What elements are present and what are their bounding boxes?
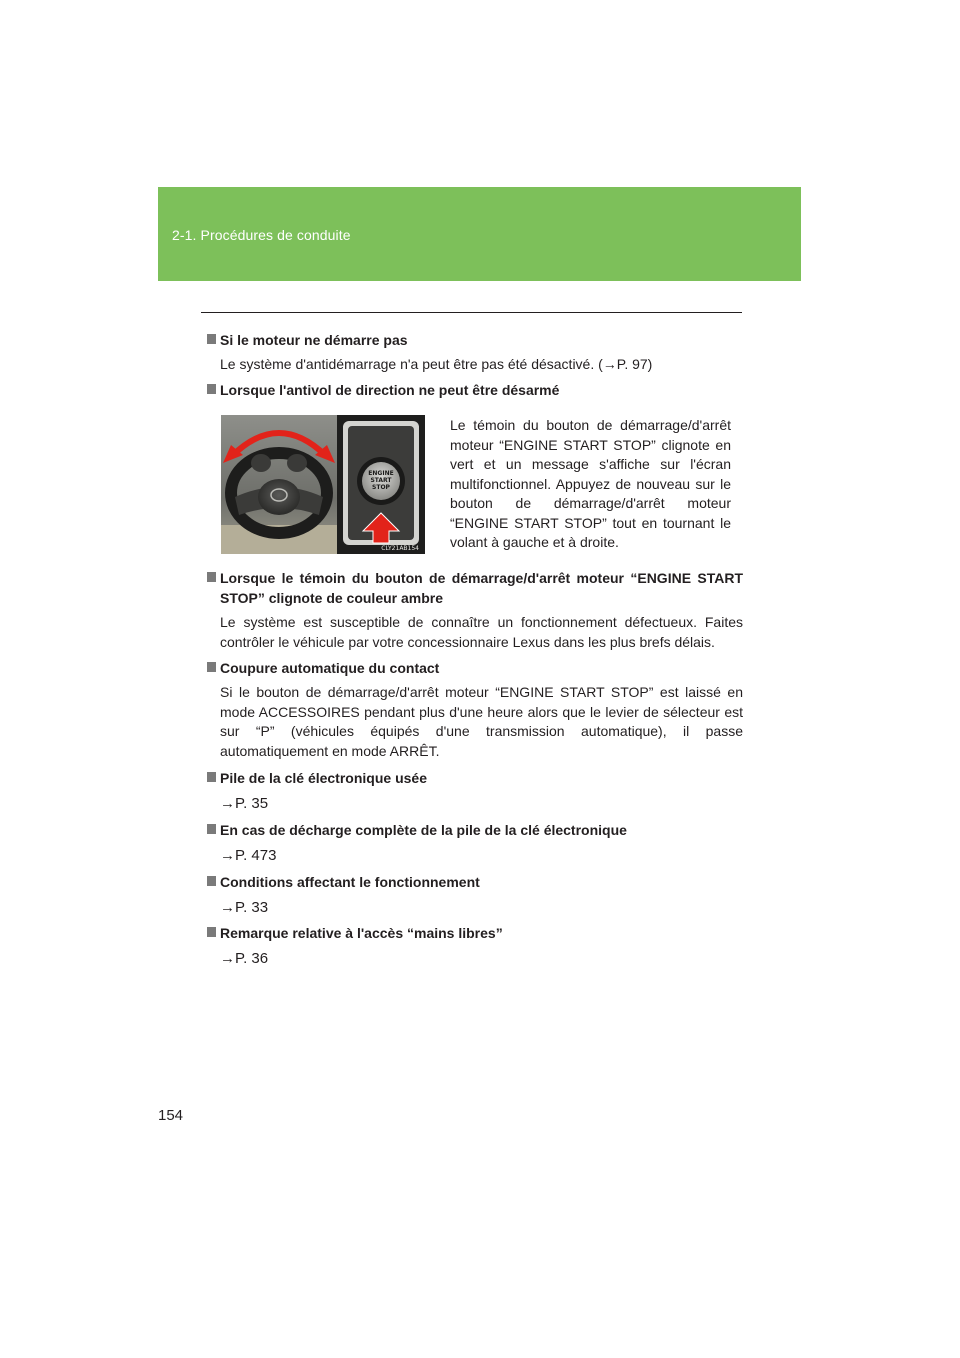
top-rule — [201, 312, 742, 313]
section-engine-not-start — [207, 330, 743, 375]
figure-code: CLY21AB154 — [381, 545, 419, 552]
square-bullet-icon — [207, 384, 216, 394]
gauge-left — [251, 454, 271, 472]
section-amber-indicator — [207, 568, 743, 652]
section-heading: Remarque relative à l'accès “mains libres” — [207, 923, 743, 943]
square-bullet-icon — [207, 334, 216, 344]
square-bullet-icon — [207, 824, 216, 834]
button-label-line: ENGINE — [368, 470, 394, 477]
section-text: Le système d'antidémarrage n'a peut être pas été désactivé. (→P. 97) — [220, 356, 653, 372]
page-number: 154 — [158, 1107, 184, 1124]
page-reference: →P. 35 — [220, 795, 269, 812]
square-bullet-icon — [207, 662, 216, 672]
page-reference: →P. 36 — [220, 950, 269, 967]
button-label-line: START — [370, 477, 392, 484]
square-bullet-icon — [207, 927, 216, 937]
section-heading: Pile de la clé électronique usée — [207, 768, 743, 788]
section-heading: Si le moteur ne démarre pas — [207, 330, 743, 350]
steering-illustration-svg — [221, 415, 425, 554]
button-label-line: STOP — [372, 484, 390, 491]
page-reference: →P. 33 — [220, 899, 269, 916]
page-reference: →P. 473 — [220, 847, 277, 864]
section-text: Si le bouton de démarrage/d'arrêt moteur “ENGINE START STOP” est laissé en mode ACCESSOIRES pendant plus d'une heure alors que le levier de sélecteur est sur “P” (véhicules équipés d'une transmission automatique), il passe automatiquement en mode ARRÊT. — [220, 684, 743, 759]
section-title: 2-1. Procédures de conduite — [172, 227, 351, 243]
section-heading: Lorsque l'antivol de direction ne peut être désarmé — [207, 380, 743, 400]
gauge-right — [287, 454, 307, 472]
section-auto-power-off — [207, 658, 743, 761]
section-key-battery — [207, 768, 743, 814]
section-battery-discharge — [207, 820, 743, 866]
section-heading: Lorsque le témoin du bouton de démarrage/d'arrêt moteur “ENGINE START STOP” clignote de couleur ambre — [207, 568, 743, 608]
chapter-header-band — [158, 187, 801, 281]
steering-hub — [258, 479, 300, 515]
section-text: Le système est susceptible de connaître un fonctionnement défectueux. Faites contrôler le véhicule par votre concessionnaire Lexus dans les plus brefs délais. — [220, 614, 743, 650]
steering-wheel-illustration — [221, 415, 425, 554]
square-bullet-icon — [207, 572, 216, 582]
square-bullet-icon — [207, 772, 216, 782]
section-operating-conditions — [207, 872, 743, 918]
section-heading: En cas de décharge complète de la pile de la clé électronique — [207, 820, 743, 840]
square-bullet-icon — [207, 876, 216, 886]
section-heading: Conditions affectant le fonctionnement — [207, 872, 743, 892]
figure-caption: Le témoin du bouton de démarrage/d'arrêt moteur “ENGINE START STOP” clignote en vert et un message s'affiche sur l'écran multifonctionnel. Appuyez de nouveau sur le bouton de démarrage/d'arrêt moteur “ENGINE START STOP” tout en tournant le volant à gauche et à droite. — [450, 417, 731, 550]
section-hands-free-access — [207, 923, 743, 969]
section-steering-lock — [207, 380, 743, 400]
section-heading: Coupure automatique du contact — [207, 658, 743, 678]
